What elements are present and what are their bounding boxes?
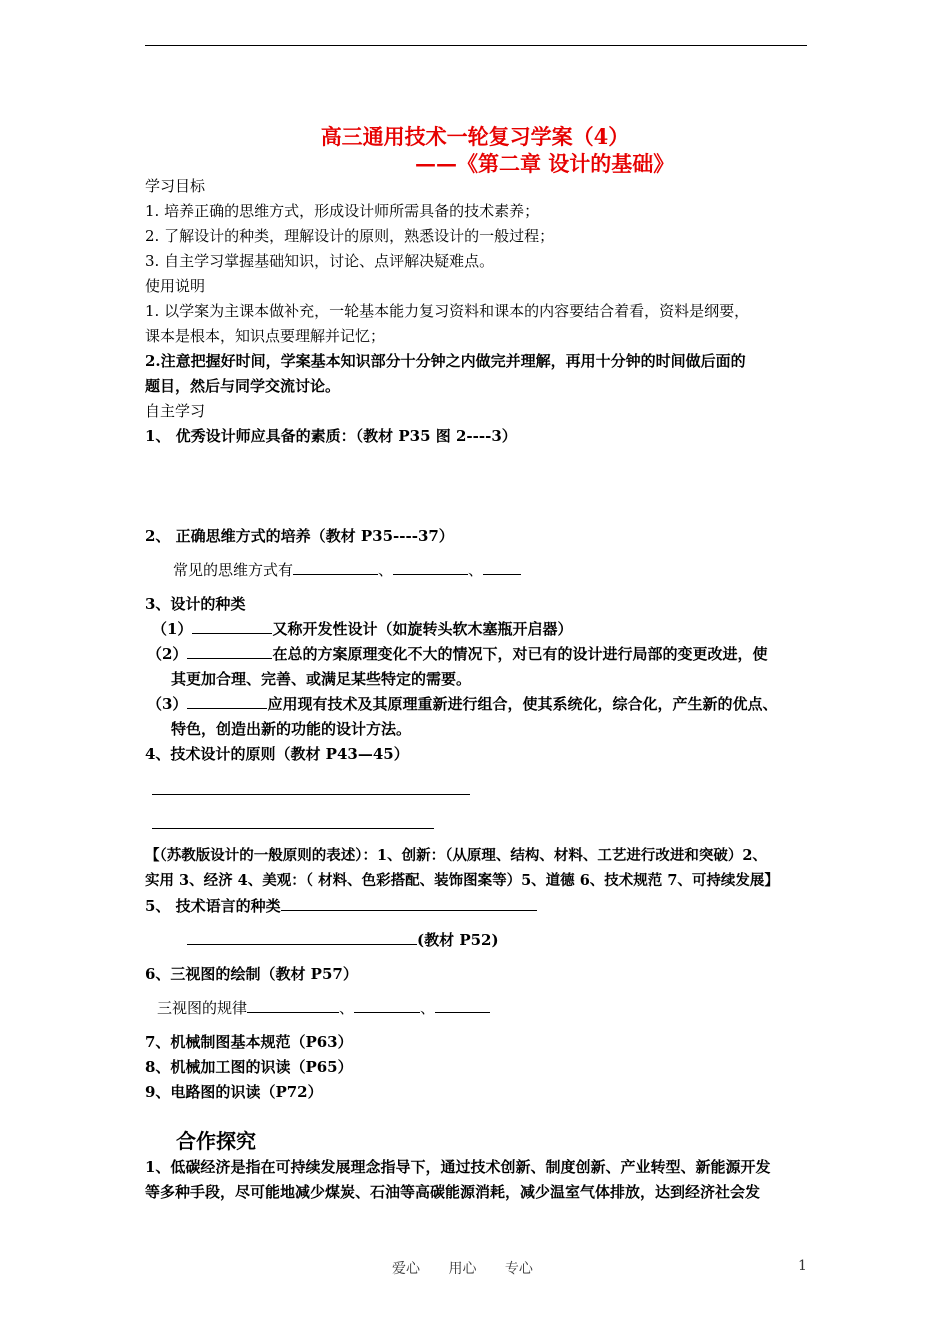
doc-title: 高三通用技术一轮复习学案（4） (320, 124, 630, 149)
footer-text: 爱心 用心 专心 (392, 1261, 533, 1277)
answer-blank[interactable] (192, 619, 272, 634)
answer-blank[interactable] (293, 560, 378, 575)
question-6-sub (157, 998, 490, 1018)
question-6-sub-label: 三视图的规律 (157, 999, 248, 1017)
question-7: 7、机械制图基本规范（P63） (145, 1033, 353, 1051)
answer-blank[interactable] (281, 896, 537, 911)
item-number: （1） (152, 620, 193, 638)
answer-blank[interactable] (483, 560, 521, 575)
usage-item: 1. 以学案为主课本做补充，一轮基本能力复习资料和课本的内容要结合着看，资料是纲要， (145, 302, 750, 320)
question-2: 2、 正确思维方式的培养（教材 P35----37） (145, 527, 454, 545)
answer-blank[interactable] (247, 998, 339, 1013)
question-1: 1、 优秀设计师应具备的素质：（教材 P35 图 2----3） (145, 427, 517, 445)
question-3: 3、设计的种类 (145, 595, 246, 613)
usage-item-cont: 题目，然后与同学交流讨论。 (145, 377, 341, 395)
usage-item: 2.注意把握好时间，学案基本知识部分十分钟之内做完并理解，再用十分钟的时间做后面的 (145, 352, 746, 370)
goal-item: 3. 自主学习掌握基础知识，讨论、点评解决疑难点。 (145, 252, 495, 270)
question-9: 9、电路图的识读（P72） (145, 1083, 323, 1101)
question-5-label: 5、 技术语言的种类 (145, 897, 281, 915)
separator: 、 (378, 561, 394, 579)
question-8: 8、机械加工图的识读（P65） (145, 1058, 353, 1076)
header-rule (145, 45, 807, 46)
item-text: 又称开发性设计（如旋转头软木塞瓶开启器） (272, 620, 573, 638)
usage-item-cont: 课本是根本，知识点要理解并记忆； (145, 327, 386, 345)
doc-subtitle: ——《第二章 设计的基础》 (415, 151, 675, 176)
item-text: 在总的方案原理变化不大的情况下，对已有的设计进行局部的变更改进，使 (272, 645, 768, 663)
question-4: 4、技术设计的原则（教材 P43—45） (145, 745, 409, 763)
item-text: 应用现有技术及其原理重新进行组合，使其系统化，综合化，产生新的优点、 (267, 695, 778, 713)
goals-heading: 学习目标 (145, 177, 206, 195)
question-3-item-1 (152, 619, 572, 639)
question-3-item-2 (147, 644, 767, 664)
answer-blank[interactable] (354, 998, 420, 1013)
usage-heading: 使用说明 (145, 277, 206, 295)
separator: 、 (339, 999, 355, 1017)
goal-item: 1. 培养正确的思维方式，形成设计师所需具备的技术素养； (145, 202, 540, 220)
question-3-item-3 (147, 694, 777, 714)
question-6: 6、三视图的绘制（教材 P57） (145, 965, 358, 983)
question-3-item-2-cont: 其更加合理、完善、或满足某些特定的需要。 (171, 670, 472, 688)
cooperation-para: 1、低碳经济是指在可持续发展理念指导下，通过技术创新、制度创新、产业转型、新能源开发 (145, 1158, 771, 1176)
goal-item: 2. 了解设计的种类，理解设计的原则，熟悉设计的一般过程； (145, 227, 555, 245)
answer-line[interactable] (152, 794, 470, 795)
self-study-heading: 自主学习 (145, 402, 206, 420)
item-number: （2） (147, 645, 188, 663)
separator: 、 (420, 999, 436, 1017)
cooperation-para-cont: 等多种手段，尽可能地减少煤炭、石油等高碳能源消耗，减少温室气体排放，达到经济社会发 (145, 1183, 761, 1201)
textbook-ref: (教材 P52) (417, 931, 499, 949)
question-3-item-3-cont: 特色，创造出新的功能的设计方法。 (171, 720, 412, 738)
principles-note: 【（苏教版设计的一般原则的表述）：1、创新：（从原理、结构、材料、工艺进行改进和突破）2、 (145, 847, 767, 864)
question-2-sub-label: 常见的思维方式有 (173, 561, 294, 579)
answer-blank[interactable] (187, 930, 417, 945)
answer-blank[interactable] (187, 644, 272, 659)
page-number: 1 (798, 1258, 807, 1274)
answer-blank[interactable] (435, 998, 490, 1013)
answer-line[interactable] (152, 828, 434, 829)
answer-blank[interactable] (393, 560, 468, 575)
answer-blank[interactable] (187, 694, 267, 709)
question-5-ref (187, 930, 499, 950)
principles-note-cont: 实用 3、经济 4、美观：（ 材料、色彩搭配、装饰图案等）5、道德 6、技术规范 7、可持续发展】 (145, 872, 779, 889)
item-number: （3） (147, 695, 188, 713)
question-2-sub (173, 560, 521, 580)
question-5 (145, 896, 537, 916)
separator: 、 (468, 561, 484, 579)
cooperation-heading: 合作探究 (176, 1129, 256, 1153)
